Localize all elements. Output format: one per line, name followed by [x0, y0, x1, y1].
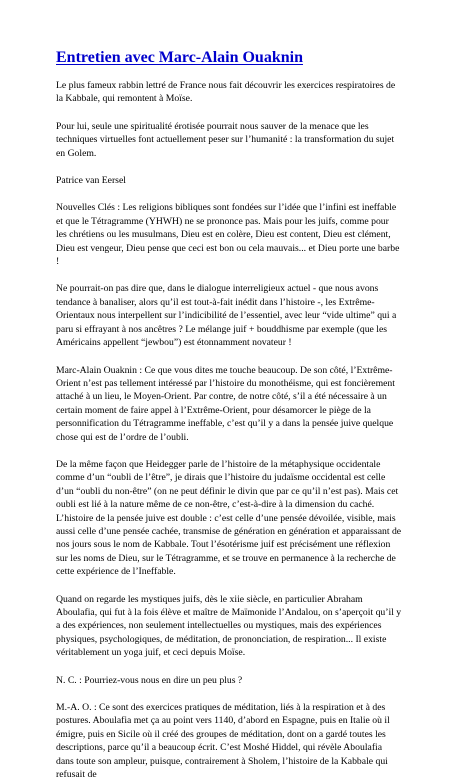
- summary-paragraph: Pour lui, seule une spiritualité érotisée pourrait nous sauver de la menace que les techniques virtuelles font actuellement peser sur l’humanité : la transformation du sujet en Golem.: [56, 120, 395, 159]
- answer-paragraph-4: M.-A. O. : Ce sont des exercices pratiques de méditation, liés à la respiration et à des postures. Aboulafia met ça au point vers 1140, d’abord en Espagne, puis en Italie où il émigre, puis en Sicile où il créé des groupes de méditation, dont on a gardé toutes les descriptions, parce qu’il a beaucoup écrit. C’est Moshé Hiddel, qui révèle Aboulafia dans toute son ampleur, puisque, contrairement à Sholem, l’histoire de la Kabbale qui refusait de: [56, 702, 390, 781]
- intro-paragraph: Le plus fameux rabbin lettré de France nous fait découvrir les exercices respiratoires de la Kabbale, qui remontent à Moïse.: [56, 80, 396, 105]
- question-paragraph-1: Nouvelles Clés : Les religions bibliques sont fondées sur l’idée que l’infini est ineffable et que le Tétragramme (YHWH) ne se prononce pas. Mais pour les juifs, comme pour les chrétiens ou les musulmans, Dieu est en colère, Dieu est content, Dieu est clément, Dieu est vengeur, Dieu pense que ceci est bon ou cela mauvais... et Dieu porte une barbe !: [56, 202, 400, 268]
- question-paragraph-2: Ne pourrait-on pas dire que, dans le dialogue interreligieux actuel - que nous avons tendance à banaliser, alors qu’il est tout-à-fait inédit dans l’histoire -, les Extrême-Orientaux nous interpellent sur l’indicibilité de l’essentiel, avec leur “vide ultime” qui a paru si effrayant à nos ancêtres ? Le mélange juif + bouddhisme par exemple (que les Américains appellent “jewbou”) est étonnamment novateur !: [56, 283, 397, 349]
- answer-paragraph-1: Marc-Alain Ouaknin : Ce que vous dites me touche beaucoup. De son côté, l’Extrême-Orient n’est pas tellement intéressé par l’histoire du monothéisme, qui est foncièrement attaché à un lieu, le Moyen-Orient. Par contre, de notre côté, s’il a été nécessaire à un certain moment de faire appel à l’Extrême-Orient, pour désamorcer le piège de la personnification du Tétragramme ineffable, c’est qu’il y a dans la pensée juive quelque chose qui est de l’ordre de l’oubli.: [56, 364, 395, 443]
- author-line: Patrice van Eersel: [56, 175, 126, 187]
- answer-paragraph-3: Quand on regarde les mystiques juifs, dès le xiie siècle, en particulier Abraham Aboulafia, qui fut à la fois élève et maître de Maïmonide l’Andalou, on s’aperçoit qu’il y a des expériences, non seulement intellectuelles ou mystiques, mais des expériences physiques, psychologiques, de méditation, de prononciation, de respiration... Il existe véritablement un yoga juif, et ceci depuis Moïse.: [56, 593, 402, 659]
- question-paragraph-3: N. C. : Pourriez-vous nous en dire un peu plus ?: [56, 674, 243, 686]
- article-title-link[interactable]: Entretien avec Marc-Alain Ouaknin: [56, 49, 303, 66]
- answer-paragraph-2: De la même façon que Heidegger parle de l’histoire de la métaphysique occidentale comme d’un “oubli de l’être”, je dirais que l’histoire du judaïsme occidental est celle d’un “oubli du non-être” (on ne peut définir le divin que par ce qu’il n’est pas). Mais cet oubli est lié à la nature même de ce non-être, c’est-à-dire à la dimension du caché. L’histoire de la pensée juive est double : c’est celle d’une pensée dévoilée, visible, mais aussi celle d’une pensée cachée, transmise de génération en génération et apparaissant de nos jours sous le nom de Kabbale. Tout l’ésotérisme juif est précisément une réflexion sur les noms de Dieu, sur le Tétragramme, et se trouve en permanence à la recherche de cette expérience de l’Ineffable.: [56, 458, 402, 578]
